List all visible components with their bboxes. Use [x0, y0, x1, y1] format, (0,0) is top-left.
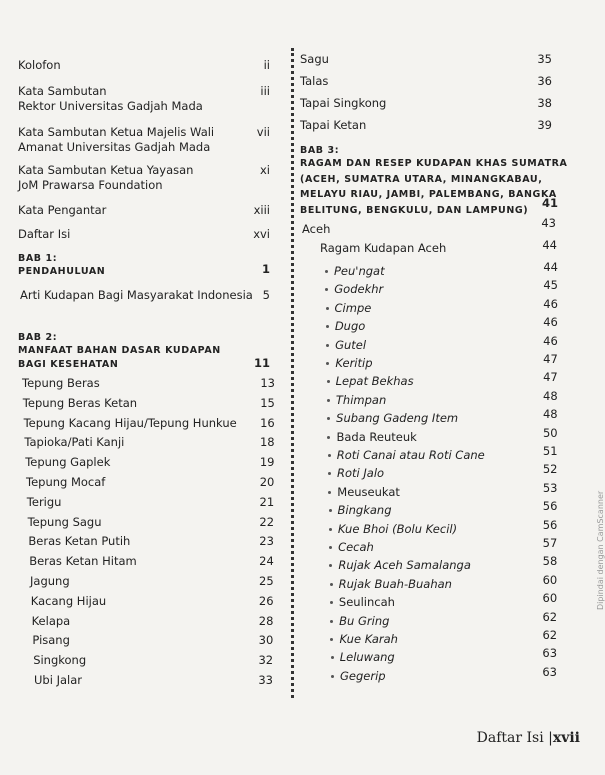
chapter-title: (ACEH, SUMATRA UTARA, MINANGKABAU, — [300, 173, 543, 185]
toc-entry-title: Sagu — [300, 52, 329, 66]
bullet-icon — [331, 656, 334, 659]
toc-entry-page: 13 — [260, 376, 275, 390]
recipe-item — [330, 595, 395, 609]
chapter-title: MELAYU RIAU, JAMBI, PALEMBANG, BANGKA — [300, 189, 557, 200]
recipe-item — [327, 374, 414, 388]
toc-entry-title: Kacang Hijau — [30, 593, 107, 608]
bullet-icon — [328, 454, 331, 457]
toc-entry-title: Tepung Beras Ketan — [22, 395, 138, 410]
scanner-watermark: Dipindai dengan CamScanner — [596, 490, 605, 610]
recipe-item — [327, 430, 416, 444]
recipe-item — [326, 338, 366, 352]
footer-separator: | — [548, 730, 553, 746]
toc-subsection-page: 44 — [542, 238, 557, 252]
recipe-title: Meuseukat — [337, 484, 400, 499]
toc-entry-page: 23 — [259, 534, 274, 549]
toc-entry-page: ii — [263, 58, 270, 72]
toc-entry-page: 15 — [260, 395, 275, 410]
toc-entry-title: Beras Ketan Hitam — [29, 554, 137, 569]
toc-entry-page: 35 — [537, 52, 552, 66]
toc-entry-page: 20 — [259, 475, 275, 489]
recipe-page: 62 — [542, 609, 558, 624]
recipe-item — [331, 650, 395, 664]
recipe-item — [328, 485, 400, 499]
recipe-title: Keritip — [335, 356, 373, 370]
toc-entry-page: iii — [260, 84, 270, 98]
footer-page-number: xvii — [552, 730, 580, 746]
recipe-page: 57 — [542, 536, 558, 550]
bullet-icon — [327, 436, 330, 439]
toc-entry-title: Singkong — [33, 653, 87, 668]
bullet-icon — [326, 344, 329, 347]
toc-entry-title: Kata Sambutan — [18, 84, 107, 98]
toc-region-title: Aceh — [302, 222, 331, 236]
recipe-title: Seulincah — [338, 595, 395, 610]
toc-entry-title: Tepung Beras — [22, 376, 100, 390]
recipe-item — [329, 522, 457, 536]
recipe-item — [325, 264, 385, 278]
toc-entry-title: Terigu — [26, 494, 62, 509]
recipe-item — [326, 356, 372, 370]
recipe-page: 53 — [542, 480, 558, 495]
toc-entry-page: xi — [259, 163, 270, 177]
chapter-title: PENDAHULUAN — [18, 266, 106, 277]
toc-entry-title: Kolofon — [18, 58, 61, 72]
recipe-page: 63 — [542, 646, 558, 661]
chapter-title: RAGAM DAN RESEP KUDAPAN KHAS SUMATRA — [300, 158, 568, 169]
recipe-item — [329, 540, 374, 554]
toc-entry-page: xvi — [253, 227, 270, 241]
toc-entry-page: 33 — [258, 673, 273, 687]
toc-entry-page: 38 — [537, 96, 552, 110]
recipe-item — [328, 466, 384, 480]
recipe-page: 44 — [543, 260, 558, 274]
recipe-title: Peu'ngat — [334, 264, 385, 278]
recipe-page: 60 — [542, 572, 558, 587]
toc-entry-title: Jagung — [30, 574, 70, 588]
toc-entry-title: Amanat Universitas Gadjah Mada — [18, 140, 211, 154]
chapter-label: BAB 2: — [18, 332, 58, 343]
bullet-icon — [330, 638, 333, 641]
bullet-icon — [328, 472, 331, 475]
recipe-title: Roti Canai atau Roti Cane — [336, 448, 485, 462]
bullet-icon — [325, 270, 328, 273]
recipe-title: Roti Jalo — [337, 466, 385, 481]
toc-entry-page: 24 — [259, 554, 274, 569]
recipe-page: 47 — [543, 352, 558, 366]
toc-entry-title: Talas — [300, 74, 329, 88]
toc-entry-title: Ubi Jalar — [34, 673, 82, 687]
toc-entry-title: Tapai Ketan — [300, 118, 367, 132]
recipe-title: Bu Gring — [339, 613, 390, 628]
recipe-item — [325, 282, 383, 296]
recipe-page: 52 — [542, 462, 558, 477]
recipe-item — [329, 558, 471, 572]
chapter-page: 41 — [541, 196, 558, 210]
recipe-item — [328, 448, 485, 462]
toc-entry-title: Tepung Mocaf — [26, 475, 106, 489]
recipe-title: Rujak Aceh Samalanga — [338, 558, 471, 573]
toc-entry-page: 19 — [259, 455, 275, 470]
recipe-page: 60 — [542, 591, 558, 606]
column-separator — [291, 48, 294, 698]
toc-region-page: 43 — [541, 216, 556, 230]
toc-entry-title: Tepung Kacang Hijau/Tepung Hunkue — [23, 415, 237, 430]
recipe-title: Bingkang — [337, 503, 392, 518]
toc-entry-page: 39 — [537, 118, 552, 132]
toc-entry-title: Arti Kudapan Bagi Masyarakat Indonesia — [20, 288, 253, 302]
toc-entry-page: 36 — [537, 74, 552, 88]
recipe-page: 46 — [543, 333, 558, 348]
toc-entry-page: 18 — [259, 435, 275, 450]
recipe-title: Gutel — [335, 337, 367, 352]
toc-entry-title: JoM Prawarsa Foundation — [18, 178, 163, 192]
recipe-title: Lepat Bekhas — [335, 374, 414, 389]
recipe-item — [331, 669, 386, 683]
footer-section: Daftar Isi — [476, 730, 544, 746]
toc-entry-title: Kata Sambutan Ketua Majelis Wali — [18, 125, 215, 139]
toc-entry-page: 16 — [260, 415, 275, 430]
toc-entry-page: 30 — [258, 633, 274, 648]
toc-subsection-title: Ragam Kudapan Aceh — [320, 241, 447, 255]
recipe-title: Cimpe — [334, 300, 372, 315]
bullet-icon — [330, 583, 333, 586]
bullet-icon — [326, 307, 329, 310]
bullet-icon — [325, 288, 328, 291]
recipe-title: Kue Bhoi (Bolu Kecil) — [337, 521, 458, 536]
bullet-icon — [329, 546, 332, 549]
toc-entry-page: vii — [256, 125, 270, 139]
recipe-item — [327, 411, 458, 425]
toc-entry-page: 25 — [259, 574, 274, 588]
recipe-title: Leluwang — [339, 650, 395, 665]
recipe-page: 47 — [543, 370, 558, 385]
recipe-title: Rujak Buah-Buahan — [338, 576, 452, 591]
recipe-page: 50 — [542, 425, 558, 440]
toc-entry-title: Tapioka/Pati Kanji — [24, 435, 125, 450]
toc-entry-title: Kata Sambutan Ketua Yayasan — [18, 163, 194, 177]
chapter-label: BAB 1: — [18, 253, 58, 264]
bullet-icon — [331, 675, 334, 678]
recipe-page: 62 — [542, 628, 558, 642]
bullet-icon — [326, 325, 329, 328]
recipe-title: Subang Gadeng Item — [336, 411, 459, 426]
recipe-title: Thimpan — [335, 392, 387, 407]
bullet-icon — [329, 528, 332, 531]
recipe-page: 56 — [542, 499, 558, 514]
recipe-title: Godekhr — [334, 282, 384, 297]
recipe-item — [326, 319, 365, 333]
chapter-title: BAGI KESEHATAN — [18, 359, 119, 370]
recipe-item — [330, 614, 389, 628]
bullet-icon — [326, 362, 329, 365]
recipe-item — [330, 577, 452, 591]
toc-entry-page: 32 — [258, 653, 274, 668]
toc-entry-title: Kelapa — [31, 613, 71, 628]
toc-entry-page: 21 — [259, 494, 275, 509]
recipe-page: 58 — [542, 554, 558, 569]
bullet-icon — [330, 620, 333, 623]
recipe-title: Kue Karah — [339, 632, 398, 646]
recipe-page: 46 — [543, 315, 558, 330]
recipe-item — [326, 301, 372, 315]
bullet-icon — [330, 601, 333, 604]
bullet-icon — [328, 491, 331, 494]
toc-entry-title: Rektor Universitas Gadjah Mada — [18, 99, 203, 113]
recipe-title: Dugo — [334, 319, 366, 334]
recipe-page: 45 — [543, 278, 558, 293]
toc-entry-title: Kata Pengantar — [18, 203, 107, 217]
recipe-page: 56 — [542, 517, 558, 532]
toc-entry-title: Tapai Singkong — [300, 96, 387, 110]
chapter-title: MANFAAT BAHAN DASAR KUDAPAN — [18, 345, 221, 356]
recipe-title: Cecah — [338, 540, 374, 554]
toc-entry-page: 5 — [262, 288, 270, 302]
bullet-icon — [327, 417, 330, 420]
bullet-icon — [327, 380, 330, 383]
recipe-page: 48 — [543, 388, 558, 403]
recipe-page: 48 — [542, 407, 558, 422]
recipe-page: 51 — [542, 444, 558, 458]
toc-entry-title: Tepung Sagu — [27, 514, 102, 529]
recipe-item — [329, 503, 392, 517]
bullet-icon — [329, 564, 332, 567]
toc-entry-page: 26 — [258, 593, 274, 608]
recipe-item — [330, 632, 398, 646]
toc-entry-title: Beras Ketan Putih — [28, 534, 131, 549]
chapter-label: BAB 3: — [300, 145, 340, 156]
toc-entry-page: 22 — [259, 514, 275, 529]
chapter-page: 11 — [253, 356, 270, 370]
chapter-title: BELITUNG, BENGKULU, DAN LAMPUNG) — [300, 204, 529, 216]
toc-entry-page: 28 — [258, 613, 274, 628]
recipe-title: Bada Reuteuk — [336, 429, 417, 444]
recipe-page: 46 — [543, 296, 558, 311]
recipe-title: Gegerip — [340, 668, 386, 683]
toc-entry-title: Pisang — [32, 633, 70, 648]
toc-entry-title: Tepung Gaplek — [25, 455, 111, 470]
bullet-icon — [327, 399, 330, 402]
chapter-page: 1 — [261, 262, 270, 276]
recipe-page: 63 — [542, 664, 557, 679]
toc-entry-page: xiii — [253, 203, 270, 217]
recipe-item — [327, 393, 386, 407]
toc-entry-title: Daftar Isi — [18, 227, 71, 241]
bullet-icon — [329, 509, 332, 512]
page-footer — [477, 730, 580, 746]
